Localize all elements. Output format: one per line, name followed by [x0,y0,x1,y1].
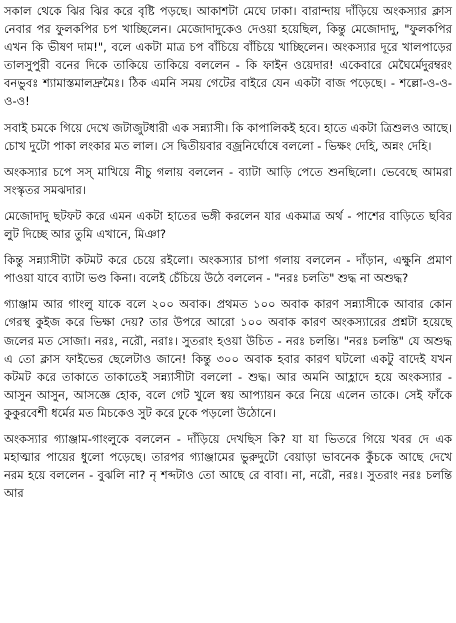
paragraph-eavesdropping: অংকস্যার চপে সস্ মাখিয়ে নীচু গলায় বললেন - ব্যাটা আড়ি পেতে শুনছিলো। ভেবেছে আমরা সংস্কৃতর সমঝদার। [4,164,452,197]
paragraph-rainy-morning: সকাল থেকে ঝির ঝির করে বৃষ্টি পড়ছে। আকাশটা মেঘে ঢাকা। বারান্দায় দাঁড়িয়ে অংকস্যার ক্লাস নেবার পর ফুলকপির চপ খাচ্ছিলেন। মেজোদাদুকেও দেওয়া হয়েছিল, কিন্তু মেজোদাদু, "ফুলকপির এখন কি ভীষণ দাম!", বলে একটা মাত্র চপ বাঁচিয়ে বাঁচিয়ে খাচ্ছিলেন। অংকস্যার দূরে খালপাড়ের তালসুপুরী বনের দিকে তাকিয়ে তাকিয়ে বললেন - কি ফাইন ওয়েদার! একেবারে মেঘৈর্মেদুরম্বরং বনভুবঃ শ্যামাস্তমালদ্রুমৈঃ। ঠিক এমনি সময় গেটের বাইরে যেন একটা বাজ পড়েছে। - শল্লো-ও-ও-ও-ও! [4,4,452,109]
paragraph-mejodadu-gesture: মেজোদাদু ছটফট করে এমন একটা হাতের ভঙ্গী করলেন যার একমাত্র অর্থ - পাশের বাড়িতে ছবির লুট দিচ্ছে আর তুমি এখানে, মিঞা? [4,208,452,242]
paragraph-explanation: অংকস্যার গ্যাঞ্জাম-গাংলুকে বললেন - দাঁড়িয়ে দেখছিস কি? যা যা ভিতরে গিয়ে খবর দে এক মহাত্মার পায়ের ধুলো পড়েছে। তারপর গ্যাঞ্জামের ভুরুদুটো বেয়াড়া ভাবনেক কুঁচকে আছে দেখে নরম হয়ে বললেন - বুঝলি না? নৃ শব্দটাও তো আছে রে বাবা। না, নরৌ, নরঃ। সুতরাং নরঃ চলন্তি আর [4,431,452,501]
paragraph-double-surprise: গ্যাঞ্জাম আর গাংলু যাকে বলে ২০০ অবাক। প্রথমত ১০০ অবাক কারণ সন্ন্যাসীকে আবার কোন গেরস্থ কুইজ করে ভিক্ষা দেয়? তার উপরে আরো ১০০ অবাক কারণ অংকস্যারের প্রশ্নটা হয়েছে জলের মত সোজা। নরঃ, নরৌ, নরাঃ। সুতরাং হওয়া উচিত - নরঃ চলন্তি। "নরঃ চলন্তি" যে অশুদ্ধ এ তো ক্লাস ফাইভের ছেলেটাও জানে! কিন্তু ৩০০ অবাক হবার কারণ ঘটলো একটু বাদেই যখন কটমট করে তাকাতে তাকাতেই সন্ন্যাসীটা বললো - শুদ্ধ। আর অমনি আহ্লাদে হয়ে অংকস্যার - আসুন আসুন, আসজ্ঞে হোক, বলে গেট খুলে স্বয় আপ্যায়ন করে নিয়ে এলেন তাকে। সেই ফাঁকে কুকুরবেশী ধর্মের মত মিচকেও সুট করে ঢুকে পড়লো উঠোনে। [4,297,452,420]
paragraph-sannyasi-arrives: সবাই চমকে গিয়ে দেখে জটাজুটধারী এক সন্ন্যাসী। কি কাপালিকই হবে। হাতে একটা ত্রিশুলও আছে। চোখ দুটো পাকা লংকার মত লাল। সে দ্বিতীয়বার বজ্রনির্ঘোষে বললো - ভিক্ষং দেহি, অন্নং দেহি। [4,120,452,153]
paragraph-grammar-test: কিন্তু সন্ন্যাসীটা কটমট করে চেয়ে রইলো। অংকস্যার চাপা গলায় বললেন - দাঁড়ান, এক্ষুনি প্রমাণ পাওয়া যাবে ব্যাটা ভণ্ড কিনা। বলেই চেঁচিয়ে উঠে বললেন - "নরঃ চলতি" শুদ্ধ না অশুদ্ধ? [4,253,452,286]
